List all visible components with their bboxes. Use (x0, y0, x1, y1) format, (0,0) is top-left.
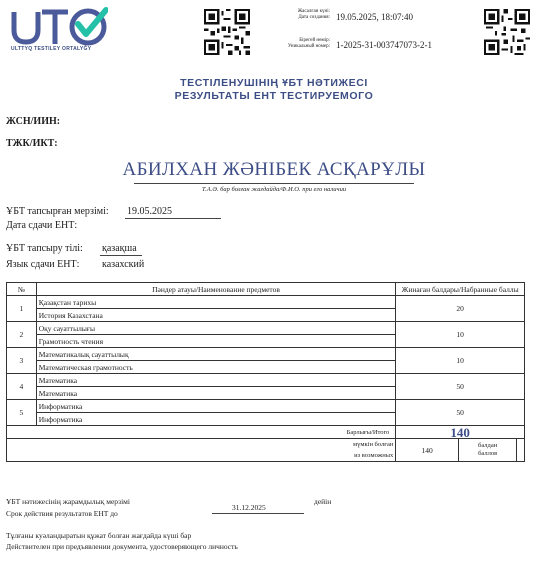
points-label-kz: балдан (478, 442, 498, 449)
total-score: 140 (396, 426, 525, 439)
validity-underline (212, 513, 304, 514)
subject-kz: Оқу сауаттылығы (36, 322, 396, 335)
lang-value-kz: қазақша (102, 243, 137, 254)
subject-ru: Информатика (36, 413, 396, 426)
title-ru: РЕЗУЛЬТАТЫ ЕНТ ТЕСТИРУЕМОГО (174, 90, 374, 102)
full-name: АБИЛХАН ЖӘНІБЕК АСҚАРҰЛЫ (122, 159, 426, 180)
possible-label-kz: мүмкін болған (353, 441, 394, 448)
total-row (7, 426, 525, 439)
header-subject: Пәндер атауы/Наименование предметов (36, 283, 396, 296)
name-caption: Т.А.Ә. бар болған жағдайда/Ф.И.О. при его наличии (201, 186, 347, 193)
creation-date: 19.05.2025, 18:07:40 (336, 12, 414, 22)
row-number: 5 (7, 400, 37, 426)
row-number: 1 (7, 296, 37, 322)
subject-ru: История Казахстана (36, 309, 396, 322)
table-row (7, 296, 525, 309)
number-label-ru: Уникальный номер: (287, 44, 330, 49)
date-label-kz: Жасалған күні: (297, 9, 330, 14)
subject-kz: Қазақстан тарихы (36, 296, 396, 309)
points-label-ru: баллов (478, 450, 498, 457)
subject-kz: Математикалық сауаттылық (36, 348, 396, 361)
name-underline (134, 183, 414, 184)
header-no: № (7, 283, 37, 296)
subject-score: 20 (396, 296, 525, 322)
possible-score: 140 (396, 439, 459, 462)
subject-score: 10 (396, 322, 525, 348)
note-kz: Тұлғаны куәландыратын құжат болған жағдайда күші бар (6, 531, 192, 540)
table-row (7, 322, 525, 335)
table-header-row (7, 283, 525, 296)
validity-label-kz: ҰБТ нәтижесінің жарамдылық мерзімі (6, 497, 130, 506)
subject-score: 50 (396, 374, 525, 400)
unique-number: 1-2025-31-003747073-2-1 (336, 40, 432, 50)
possible-label-ru: из возможных (354, 452, 394, 459)
subject-kz: Математика (36, 374, 396, 387)
number-label-kz: Бірегей нөмір: (299, 38, 330, 43)
subject-score: 50 (396, 400, 525, 426)
scores-table (6, 282, 525, 462)
possible-row (7, 439, 525, 462)
table-row (7, 348, 525, 361)
header-score: Жинаған балдары/Набранные баллы (396, 283, 525, 296)
test-date-label-ru: Дата сдачи ЕНТ: (6, 220, 78, 231)
test-date-label-kz: ҰБТ тапсырған мерзімі: (6, 206, 109, 217)
subject-score: 10 (396, 348, 525, 374)
subject-ru: Математическая грамотность (36, 361, 396, 374)
row-number: 4 (7, 374, 37, 400)
date-label-ru: Дата создания: (298, 15, 330, 20)
lang-underline (100, 255, 142, 256)
test-date-underline (125, 218, 221, 219)
qr-code-right (484, 9, 530, 55)
validity-label-ru: Срок действия результатов ЕНТ до (6, 509, 118, 518)
subject-kz: Информатика (36, 400, 396, 413)
ikt-label: ТЖК/ИКТ: (6, 138, 58, 149)
row-number: 3 (7, 348, 37, 374)
test-date-value: 19.05.2025 (127, 206, 172, 217)
subject-ru: Математика (36, 387, 396, 400)
lang-label-ru: Язык сдачи ЕНТ: (6, 259, 80, 270)
lang-value-ru: казахский (102, 259, 145, 270)
lang-label-kz: ҰБТ тапсыру тілі: (6, 243, 83, 254)
logo-subtitle: ULTTYQ TESTILEY ORTALYĞY (11, 46, 92, 52)
validity-date: 31.12.2025 (232, 503, 266, 512)
qr-code-left (204, 9, 250, 55)
table-row (7, 374, 525, 387)
table-row (7, 400, 525, 413)
iin-label: ЖСН/ИИН: (6, 116, 61, 127)
note-ru: Действителен при предъявлении документа, удостоверяющего личность (6, 542, 238, 551)
row-number: 2 (7, 322, 37, 348)
validity-suffix: дейін (314, 497, 332, 506)
title-kz: ТЕСТІЛЕНУШІНІҢ ҰБТ НӘТИЖЕСІ (180, 77, 368, 89)
total-label: Барлығы/Итого (7, 426, 396, 439)
subject-ru: Грамотность чтения (36, 335, 396, 348)
